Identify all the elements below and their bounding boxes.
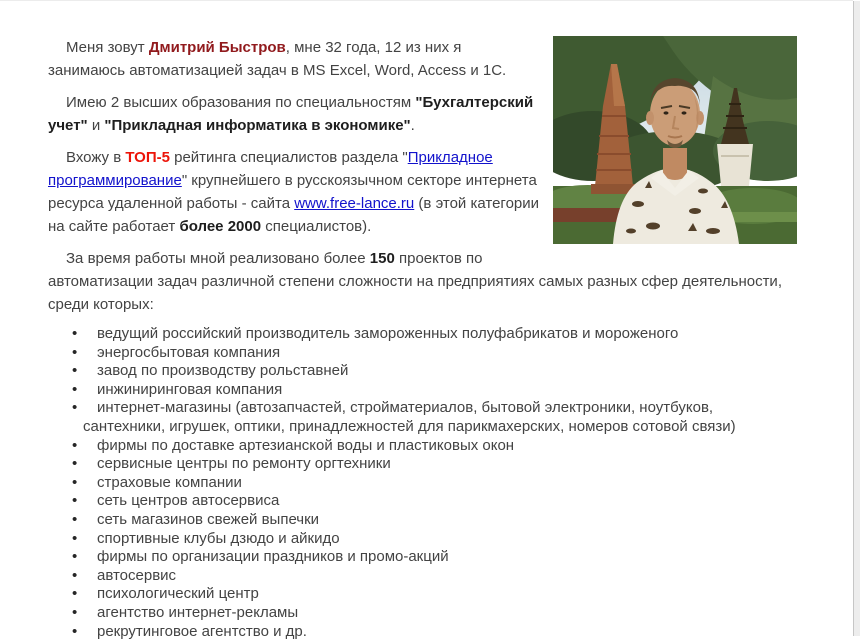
profile-photo-graphic [553, 36, 797, 244]
list-item: • интернет-магазины (автозапчастей, стройматериалов, бытовой электроники, ноутбуков, сантехники, игрушек, оптики, принадлежностей для парикмахерских, номеров сотовой связи) [83, 399, 797, 436]
list-item: • фирмы по организации праздников и промо-акций [83, 548, 797, 567]
text-segment: . [411, 117, 415, 134]
paragraph-projects [48, 247, 797, 316]
list-item: • рекрутинговое агентство и др. [83, 623, 797, 641]
text-red-bold: ТОП-5 [125, 149, 170, 166]
list-item: • психологический центр [83, 585, 797, 604]
list-item: • энергосбытовая компания [83, 344, 797, 363]
text-bold: "Прикладная информатика в экономике" [104, 117, 410, 134]
text-segment: Вхожу в [66, 149, 125, 166]
page-right-edge [853, 1, 860, 636]
list-item: • страховые компании [83, 474, 797, 493]
clients-list [48, 325, 797, 641]
text-segment: и [88, 117, 105, 134]
list-item: • сервисные центры по ремонту оргтехники [83, 455, 797, 474]
list-item: • автосервис [83, 567, 797, 586]
text-segment: , мне 32 года, 12 из них я занимаюсь автоматизацией задач в MS Excel, Word, Access и 1С. [48, 39, 506, 79]
text-segment: проектов по автоматизации задач различной степени сложности на предприятиях самых разных сфер деятельности, среди которых: [48, 250, 782, 313]
text-segment: Имею 2 высших образования по специальностям [66, 94, 415, 111]
inline-link[interactable]: www.free-lance.ru [294, 195, 414, 212]
list-item: • агентство интернет-рекламы [83, 604, 797, 623]
text-segment: " крупнейшего в русскоязычном секторе интернета ресурса удаленной работы - сайта [48, 172, 537, 212]
list-item: • ведущий российский производитель замороженных полуфабрикатов и мороженого [83, 325, 797, 344]
list-item: • завод по производству рольставней [83, 362, 797, 381]
page-content [0, 1, 853, 641]
list-item: • сеть магазинов свежей выпечки [83, 511, 797, 530]
text-segment: специалистов). [261, 218, 371, 235]
list-item: • спортивные клубы дзюдо и айкидо [83, 530, 797, 549]
list-item: • фирмы по доставке артезианской воды и пластиковых окон [83, 437, 797, 456]
text-segment: (в этой категории на сайте работает [48, 195, 539, 235]
text-segment: рейтинга специалистов раздела " [170, 149, 408, 166]
text-bold: 150 [370, 250, 395, 267]
profile-photo [553, 36, 797, 244]
inline-link[interactable]: Прикладное программирование [48, 149, 493, 189]
text-bold: более 2000 [179, 218, 261, 235]
list-item: • инжиниринговая компания [83, 381, 797, 400]
text-segment: За время работы мной реализовано более [66, 250, 370, 267]
text-bold: "Бухгалтерский учет" [48, 94, 533, 134]
text-segment: Меня зовут [66, 39, 149, 56]
text-name: Дмитрий Быстров [149, 39, 286, 56]
list-item: • сеть центров автосервиса [83, 492, 797, 511]
